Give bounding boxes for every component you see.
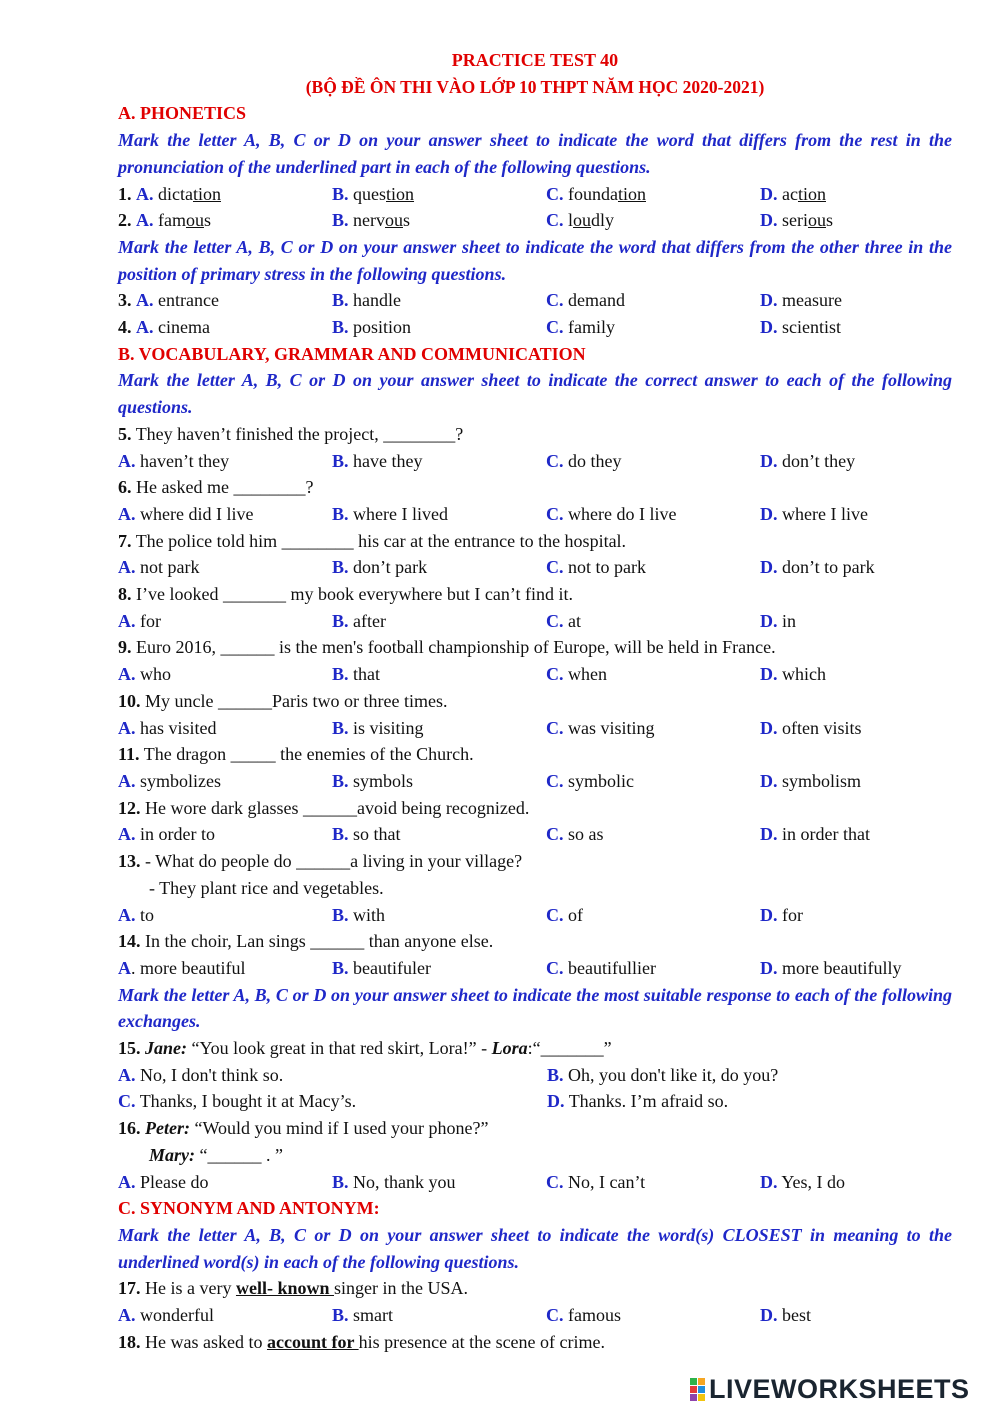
- question-13-reply: - They plant rice and vegetables.: [149, 877, 384, 898]
- option-d[interactable]: D. which: [760, 664, 826, 685]
- question-number: 4.: [118, 317, 132, 338]
- option-c[interactable]: C. No, I can’t: [546, 1171, 646, 1192]
- question-16-options: [118, 1169, 952, 1196]
- question-number: 1.: [118, 183, 132, 204]
- instruction-pronunciation: Mark the letter A, B, C or D on your answer sheet to indicate the word that differs from the rest in the pronunciation of the underlined part in each of the following questions.: [118, 130, 952, 177]
- option-c[interactable]: C. at: [546, 610, 581, 631]
- option-c[interactable]: C. demand: [546, 290, 625, 311]
- option-c[interactable]: C. foundation: [546, 183, 646, 204]
- question-16-stem: 16. Peter: “Would you mind if I used your phone?”: [118, 1118, 489, 1139]
- question-11-options: [118, 768, 952, 795]
- question-12-stem: 12. He wore dark glasses ______avoid being recognized.: [118, 797, 530, 818]
- logo-tile: [690, 1386, 697, 1393]
- option-a[interactable]: 3. A. entrance: [118, 290, 219, 311]
- option-c[interactable]: C. beautifullier: [546, 957, 656, 978]
- option-c[interactable]: C. famous: [546, 1305, 621, 1326]
- option-b[interactable]: B. handle: [332, 290, 401, 311]
- question-9-options: [118, 661, 952, 688]
- question-16-reply: Mary: “______ . ”: [149, 1144, 283, 1165]
- question-number: 13.: [118, 851, 141, 872]
- question-14-stem: 14. In the choir, Lan sings ______ than anyone else.: [118, 931, 494, 952]
- question-14-options: [118, 955, 952, 982]
- option-c[interactable]: C. when: [546, 664, 607, 685]
- option-d[interactable]: D. symbolism: [760, 770, 862, 791]
- option-a[interactable]: A. for: [118, 610, 161, 631]
- page-subtitle: (BỘ ĐỀ ÔN THI VÀO LỚP 10 THPT NĂM HỌC 2020-2021): [305, 76, 765, 97]
- option-b[interactable]: B. is visiting: [332, 717, 424, 738]
- option-d[interactable]: D. serious: [760, 210, 834, 231]
- question-1: [118, 181, 952, 208]
- option-d[interactable]: D. action: [760, 183, 826, 204]
- option-d[interactable]: D. measure: [760, 290, 842, 311]
- question-7-stem: 7. The police told him ________ his car at the entrance to the hospital.: [118, 530, 627, 551]
- instruction-response: Mark the letter A, B, C or D on your answer sheet to indicate the most suitable response to each of the following exchanges.: [118, 984, 952, 1032]
- option-b[interactable]: B. with: [332, 904, 386, 925]
- option-b[interactable]: B. Oh, you don't like it, do you?: [547, 1064, 779, 1085]
- logo-tile: [698, 1386, 705, 1393]
- underlined-part: ou: [573, 210, 592, 231]
- logo-tile: [690, 1394, 697, 1401]
- option-c[interactable]: C. of: [546, 904, 583, 925]
- question-number: 9.: [118, 637, 132, 658]
- question-number: 5.: [118, 423, 132, 444]
- option-b[interactable]: B. that: [332, 664, 381, 685]
- question-6-options: [118, 501, 952, 528]
- option-b[interactable]: B. beautifuler: [332, 957, 431, 978]
- question-10-stem: 10. My uncle ______Paris two or three times.: [118, 690, 448, 711]
- question-number: 8.: [118, 584, 132, 605]
- question-3: [118, 287, 952, 314]
- option-d[interactable]: D. scientist: [760, 317, 841, 338]
- question-number: 18.: [118, 1331, 141, 1352]
- option-b[interactable]: B. position: [332, 317, 412, 338]
- option-b[interactable]: B. don’t park: [332, 557, 428, 578]
- option-a[interactable]: A. where did I live: [118, 503, 254, 524]
- option-a[interactable]: A. has visited: [118, 717, 217, 738]
- logo-tile: [698, 1394, 705, 1401]
- option-d[interactable]: D. don’t to park: [760, 557, 875, 578]
- option-b[interactable]: B. where I lived: [332, 503, 448, 524]
- option-d[interactable]: D. don’t they: [760, 450, 856, 471]
- option-b[interactable]: B. have they: [332, 450, 423, 471]
- question-number: 10.: [118, 690, 141, 711]
- question-11-stem: 11. The dragon _____ the enemies of the Church.: [118, 744, 474, 765]
- question-5-stem: 5. They haven’t finished the project, ________?: [118, 423, 464, 444]
- question-17-options: [118, 1302, 952, 1329]
- question-6-stem: 6. He asked me ________?: [118, 477, 314, 498]
- question-10-options: [118, 715, 952, 742]
- option-d[interactable]: D. often visits: [760, 717, 862, 738]
- option-a[interactable]: A. more beautiful: [118, 957, 246, 978]
- question-number: 16.: [118, 1118, 141, 1139]
- question-number: 17.: [118, 1278, 141, 1299]
- instruction-closest: Mark the letter A, B, C or D on your answer sheet to indicate the word(s) CLOSEST in meaning to the underlined word(s) in each of the following questions.: [118, 1224, 952, 1272]
- option-a[interactable]: 2. A. famous: [118, 210, 211, 231]
- option-d[interactable]: D. more beautifully: [760, 957, 902, 978]
- question-number: 7.: [118, 530, 132, 551]
- option-d[interactable]: D. in: [760, 610, 797, 631]
- question-13-stem: 13. - What do people do ______a living in your village?: [118, 851, 523, 872]
- option-c[interactable]: C. where do I live: [546, 503, 677, 524]
- question-15-options-row1: [118, 1062, 952, 1089]
- question-2: [118, 207, 952, 234]
- option-b[interactable]: B. smart: [332, 1305, 394, 1326]
- option-d[interactable]: D. Yes, I do: [760, 1171, 846, 1192]
- question-number: 11.: [118, 744, 140, 765]
- option-c[interactable]: C. Thanks, I bought it at Macy’s.: [118, 1091, 357, 1112]
- question-5-options: [118, 448, 952, 475]
- question-15-stem: 15. Jane: “You look great in that red skirt, Lora!” - Lora:“_______”: [118, 1038, 612, 1059]
- question-15-options-row2: [118, 1088, 952, 1115]
- page-title: PRACTICE TEST 40: [451, 50, 619, 70]
- question-13-options: [118, 902, 952, 929]
- section-vocabulary-heading: B. VOCABULARY, GRAMMAR AND COMMUNICATION: [118, 343, 586, 364]
- question-7-options: [118, 554, 952, 581]
- option-a[interactable]: 4. A. cinema: [118, 317, 210, 338]
- option-a[interactable]: A. in order to: [118, 824, 215, 845]
- option-c[interactable]: C. not to park: [546, 557, 646, 578]
- option-b[interactable]: B. so that: [332, 824, 401, 845]
- option-c[interactable]: C. loudly: [546, 210, 615, 231]
- option-a[interactable]: A. No, I don't think so.: [118, 1064, 284, 1085]
- option-a[interactable]: 1. A. dictation: [118, 183, 221, 204]
- question-4: [118, 314, 952, 341]
- option-a[interactable]: A. Please do: [118, 1171, 209, 1192]
- option-d[interactable]: D. best: [760, 1305, 811, 1326]
- option-c[interactable]: C. family: [546, 317, 615, 338]
- question-17-stem: 17. He is a very well- known singer in the USA.: [118, 1278, 468, 1299]
- question-12-options: [118, 821, 952, 848]
- option-d[interactable]: D. where I live: [760, 503, 868, 524]
- question-number: 14.: [118, 931, 141, 952]
- underlined-part: tion: [797, 183, 826, 204]
- option-d[interactable]: D. for: [760, 904, 803, 925]
- option-a[interactable]: A. symbolizes: [118, 770, 221, 791]
- underlined-part: tion: [386, 183, 415, 204]
- option-b[interactable]: B. symbols: [332, 770, 414, 791]
- question-8-options: [118, 608, 952, 635]
- question-18-stem: 18. He was asked to account for his presence at the scene of crime.: [118, 1331, 606, 1352]
- option-d[interactable]: D. in order that: [760, 824, 870, 845]
- option-c[interactable]: C. do they: [546, 450, 622, 471]
- logo-tile: [690, 1378, 697, 1385]
- option-c[interactable]: C. symbolic: [546, 770, 634, 791]
- section-synonym-heading: C. SYNONYM AND ANTONYM:: [118, 1198, 380, 1219]
- option-b[interactable]: B. after: [332, 610, 386, 631]
- liveworksheets-logo-icon: [690, 1378, 705, 1401]
- underlined-part: ou: [808, 210, 826, 231]
- instruction-stress: Mark the letter A, B, C or D on your answer sheet to indicate the word that differs from the other three in the position of primary stress in the following questions.: [118, 236, 952, 284]
- question-number: 3.: [118, 290, 132, 311]
- underlined-part: ou: [185, 210, 204, 231]
- question-number: 15.: [118, 1038, 141, 1059]
- underlined-part: tion: [617, 183, 646, 204]
- question-number: 2.: [118, 210, 132, 231]
- underlined-part: ou: [385, 210, 403, 231]
- worksheet-page: [118, 47, 952, 1355]
- question-number: 6.: [118, 477, 132, 498]
- option-c[interactable]: C. was visiting: [546, 717, 655, 738]
- underlined-part: tion: [192, 183, 221, 204]
- underlined-keyword: well- known: [235, 1278, 334, 1299]
- liveworksheets-footer: [690, 1373, 970, 1405]
- question-9-stem: 9. Euro 2016, ______ is the men's football championship of Europe, will be held in France.: [118, 637, 776, 658]
- underlined-keyword: account for: [266, 1331, 359, 1352]
- question-8-stem: 8. I’ve looked _______ my book everywhere but I can’t find it.: [118, 584, 574, 605]
- option-a[interactable]: A. to: [118, 904, 155, 925]
- option-a[interactable]: A. who: [118, 664, 171, 685]
- option-a[interactable]: A. not park: [118, 557, 200, 578]
- option-a[interactable]: A. wonderful: [118, 1305, 214, 1326]
- option-b[interactable]: B. question: [332, 183, 415, 204]
- option-b[interactable]: B. nervous: [332, 210, 411, 231]
- instruction-correct-answer: Mark the letter A, B, C or D on your answer sheet to indicate the correct answer to each of the following questions.: [118, 370, 952, 418]
- option-c[interactable]: C. so as: [546, 824, 604, 845]
- liveworksheets-brand: LIVEWORKSHEETS: [709, 1373, 970, 1404]
- section-phonetics-heading: A. PHONETICS: [118, 103, 247, 124]
- option-b[interactable]: B. No, thank you: [332, 1171, 456, 1192]
- question-number: 12.: [118, 797, 141, 818]
- option-a[interactable]: A. haven’t they: [118, 450, 230, 471]
- logo-tile: [698, 1378, 705, 1385]
- option-d[interactable]: D. Thanks. I’m afraid so.: [547, 1091, 729, 1112]
